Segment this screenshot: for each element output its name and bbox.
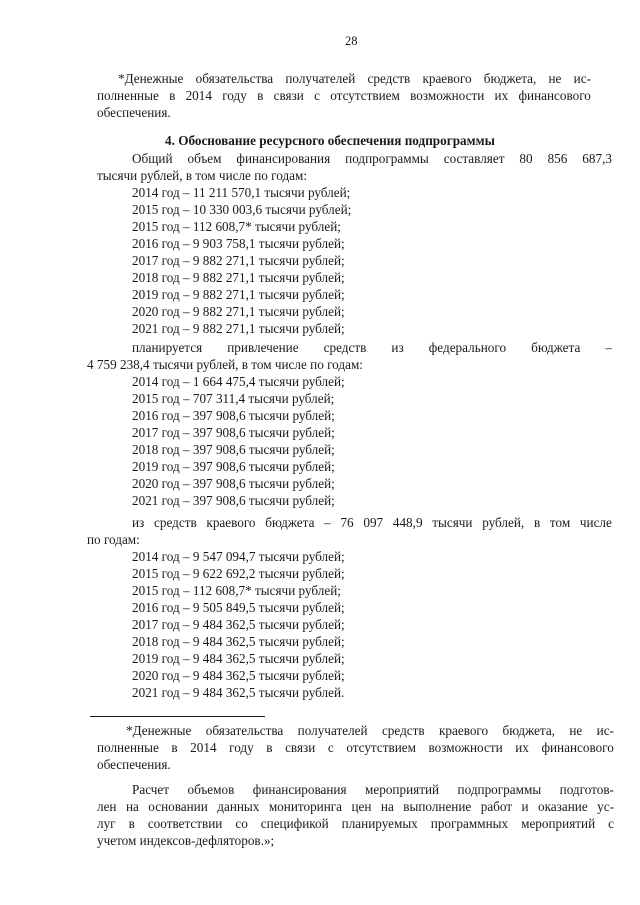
regional-year-line: 2016 год – 9 505 849,5 тысячи рублей;: [132, 600, 345, 615]
regional-year-line: 2020 год – 9 484 362,5 тысячи рублей;: [132, 668, 345, 683]
federal-year-line: 2019 год – 397 908,6 тысячи рублей;: [132, 459, 335, 474]
footnote-line-2: полненные в 2014 году в связи с отсутствием возможности их финансового: [97, 740, 614, 755]
federal-year-line: 2017 год – 397 908,6 тысячи рублей;: [132, 425, 335, 440]
federal-year-line: 2018 год – 397 908,6 тысячи рублей;: [132, 442, 335, 457]
federal-year-line: 2014 год – 1 664 475,4 тысячи рублей;: [132, 374, 345, 389]
top-note-line-3: обеспечения.: [97, 105, 171, 120]
regional-line-1: из средств краевого бюджета – 76 097 448,9 тысячи рублей, в том числе: [132, 515, 612, 530]
total-year-line: 2016 год – 9 903 758,1 тысячи рублей;: [132, 236, 345, 251]
total-year-line: 2021 год – 9 882 271,1 тысячи рублей;: [132, 321, 345, 336]
federal-year-line: 2021 год – 397 908,6 тысячи рублей;: [132, 493, 335, 508]
regional-year-line: 2021 год – 9 484 362,5 тысячи рублей.: [132, 685, 345, 700]
federal-line-1: планируется привлечение средств из федерального бюджета –: [132, 340, 612, 355]
regional-year-line: 2017 год – 9 484 362,5 тысячи рублей;: [132, 617, 345, 632]
regional-year-line: 2015 год – 9 622 692,2 тысячи рублей;: [132, 566, 345, 581]
footnote-line-1: *Денежные обязательства получателей средств краевого бюджета, не ис-: [126, 723, 614, 738]
closing-line-2: лен на основании данных мониторинга цен на выполнение работ и оказание ус-: [97, 799, 614, 814]
regional-year-line: 2014 год – 9 547 094,7 тысячи рублей;: [132, 549, 345, 564]
footnote-line-3: обеспечения.: [97, 757, 171, 772]
closing-line-1: Расчет объемов финансирования мероприятий подпрограммы подготов-: [132, 782, 614, 797]
closing-line-3: луг в соответствии со спецификой планируемых программных мероприятий с: [97, 816, 614, 831]
intro-line-2: тысячи рублей, в том числе по годам:: [97, 168, 308, 183]
federal-year-line: 2020 год – 397 908,6 тысячи рублей;: [132, 476, 335, 491]
total-year-line: 2014 год – 11 211 570,1 тысячи рублей;: [132, 185, 351, 200]
page-number: 28: [345, 34, 358, 48]
regional-line-2: по годам:: [87, 532, 140, 547]
total-year-line: 2015 год – 112 608,7* тысячи рублей;: [132, 219, 341, 234]
total-year-line: 2017 год – 9 882 271,1 тысячи рублей;: [132, 253, 345, 268]
total-year-line: 2018 год – 9 882 271,1 тысячи рублей;: [132, 270, 345, 285]
federal-line-2: 4 759 238,4 тысячи рублей, в том числе по годам:: [87, 357, 363, 372]
closing-line-4: учетом индексов-дефляторов.»;: [97, 833, 275, 848]
federal-year-line: 2016 год – 397 908,6 тысячи рублей;: [132, 408, 335, 423]
top-note-line-1: *Денежные обязательства получателей средств краевого бюджета, не ис-: [118, 71, 591, 86]
section-heading: 4. Обоснование ресурсного обеспечения подпрограммы: [165, 133, 495, 148]
total-year-line: 2020 год – 9 882 271,1 тысячи рублей;: [132, 304, 345, 319]
total-year-line: 2015 год – 10 330 003,6 тысячи рублей;: [132, 202, 352, 217]
footnote-separator: [90, 716, 265, 717]
regional-year-line: 2019 год – 9 484 362,5 тысячи рублей;: [132, 651, 345, 666]
federal-year-line: 2015 год – 707 311,4 тысячи рублей;: [132, 391, 335, 406]
regional-year-line: 2015 год – 112 608,7* тысячи рублей;: [132, 583, 341, 598]
intro-line-1: Общий объем финансирования подпрограммы составляет 80 856 687,3: [132, 151, 612, 166]
regional-year-line: 2018 год – 9 484 362,5 тысячи рублей;: [132, 634, 345, 649]
total-year-line: 2019 год – 9 882 271,1 тысячи рублей;: [132, 287, 345, 302]
top-note-line-2: полненные в 2014 году в связи с отсутствием возможности их финансового: [97, 88, 591, 103]
